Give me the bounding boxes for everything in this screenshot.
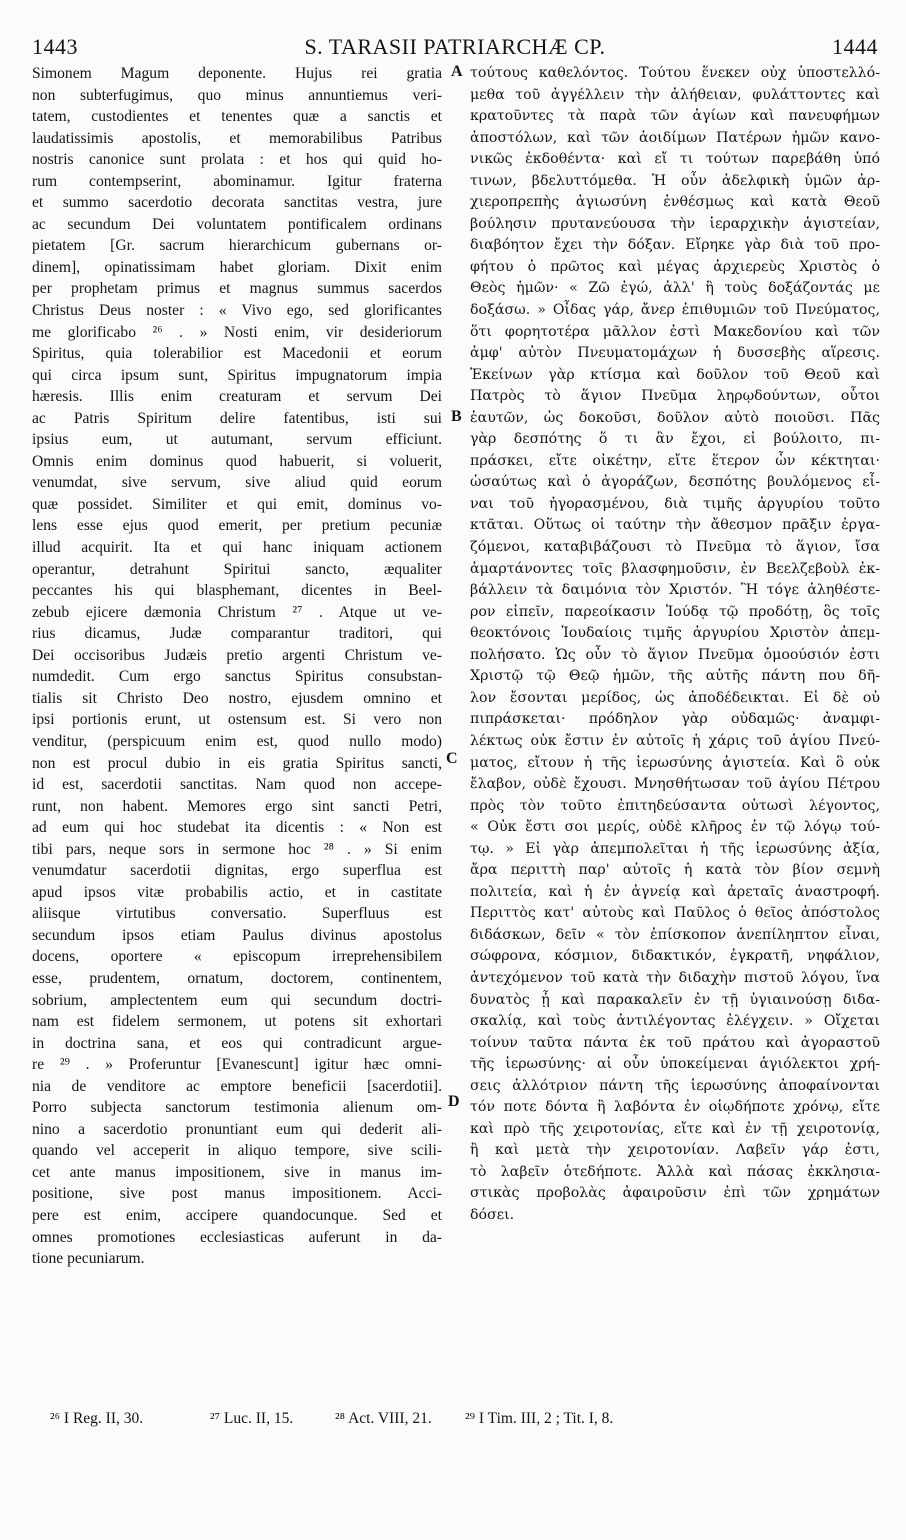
greek-text-line: ὅτι φορητοτέρα μᾶλλον ἐστὶ Μακεδονίου καὶ τῶν [470,323,880,340]
latin-text-line: Omnis enim dominus quod habuerit, si voluerit, [32,452,442,470]
margin-letter-d: D [448,1093,460,1110]
greek-text-line: πρὸς τὸν τοῦτο ἐπιτηδεύσαντα οὑτωσὶ λέγοντος, [470,797,880,814]
greek-text-line: κρατοῦντες τὰ παρὰ τῶν ἁγίων καὶ πανευφήμων [470,108,880,125]
greek-text-line: ἄρα περιττὴ παρ' αὐτοῖς ἡ κατὰ τὸν βίον σεμνὴ [470,862,880,879]
greek-text-line: δυνατὸς ᾖ καὶ παρακαλεῖν ἐν τῇ ὑγιαινούσῃ διδα- [470,991,880,1008]
greek-text-line: ἀμφ' αὐτὸν Πνευματομάχων ἡ δυσσεβὴς αἵρεσις. [470,345,880,362]
greek-text-line: κτᾶται. Οὕτως οἱ ταύτην τὴν ἄθεσμον πρᾶξιν ἐργα- [470,517,880,534]
latin-text-line: re ²⁹ . » Proferuntur [Evanescunt] igitur hæc omni- [32,1056,442,1074]
greek-text-line: στικὰς προβολὰς ἀφαιροῦσιν ἐπὶ τῶν χρημάτων [470,1185,880,1202]
latin-text-line: nam est fidelem sermonem, ut potens sit exhortari [32,1013,442,1031]
greek-text-line: πολιτεία, καὶ ἡ ἐν ἁγνείᾳ καὶ ἀρεταῖς ἀναστροφή. [470,883,880,900]
latin-text-line: pere est enim, accipere quandocunque. Sed et [32,1206,442,1224]
latin-text-line: venditur, (perspicuum enim est, quod nullo modo) [32,732,442,750]
latin-text-line: venumdatur sacerdotii dignitas, ergo superflua est [32,862,442,880]
latin-text-line: sobrium, amplectentem eum qui secundum doctri- [32,991,442,1009]
greek-text-line: ζόμενοι, καταβιβάζουσι τὸ Πνεῦμα τὸ ἅγιον, ἴσα [470,539,880,556]
latin-text-line: docens, oportere « episcopum irreprehensibilem [32,948,442,966]
latin-text-line: non subterfugimus, quo minus annuntiemus veri- [32,86,442,104]
greek-text-line: βούλησιν πρυτανεύουσα τὴν ἱεραρχικὴν ἁγιστείαν, [470,215,880,232]
latin-text-line: Christus Deus noster : « Vivo ego, sed glorificantes [32,302,442,320]
latin-text-line: me glorificabo ²⁶ . » Nosti enim, vir desideriorum [32,323,442,341]
latin-text-line: quæ possidet. Similiter et qui emit, dominus vo- [32,495,442,513]
greek-text-line: σκαλίᾳ, καὶ τοὺς ἀντιλέγοντας ἐλέγχειν. » Οἴχεται [470,1013,880,1030]
greek-text-line: ἀντεχόμενον τοῦ κατὰ τὴν διδαχὴν πιστοῦ λόγου, ἵνα [470,969,880,986]
greek-text-line: ἀποστόλων, καὶ τῶν ἀοιδίμων Πατέρων ἡμῶν κανο- [470,129,880,146]
greek-text-line: νικῶς ἐκδοθέντα· καὶ εἴ τι τούτων παρεβάθη ὑπό [470,151,880,168]
latin-text-line: tibi pars, neque sors in sermone hoc ²⁸ . » Si enim [32,840,442,858]
latin-column [32,63,442,1270]
greek-text-line: δόσει. [470,1206,515,1223]
latin-text-line: per prophetam primus et magnus summus sacerdos [32,280,442,298]
greek-text-line: διδάσκων, δεῖν « τὸν ἐπίσκοπον ἀνεπίληπτον εἶναι, [470,926,880,943]
latin-text-line: non est procul dubio in eis gratia Spiritus sancti, [32,754,442,772]
footnote-29: ²⁹ I Tim. III, 2 ; Tit. I, 8. [465,1410,614,1427]
greek-text-line: καὶ πρὸ τῆς χειροτονίας, εἴτε καὶ ἐν τῇ χειροτονίᾳ, [470,1120,880,1137]
latin-text-line: ac Patris Spiritum delire fatentibus, isti sui [32,409,442,427]
latin-text-line: laudatissimis apostolis, et memorabilibus Patribus [32,129,442,147]
latin-text-line: Porro subjecta sanctorum testimonia alienum om- [32,1099,442,1117]
greek-text-line: ὡσαύτως καὶ ὁ ἀγοράζων, δεσπότης βουλόμενος εἶ- [470,474,880,491]
footnote-27: ²⁷ Luc. II, 15. [210,1410,294,1427]
greek-text-line: φήτου ὁ πρῶτος καὶ μέγας ἀρχιερεὺς Χριστὸς ὁ [470,258,880,275]
greek-text-line: ματος, εἴτουν ἡ τῆς ἱερωσύνης ἁγιστεία. Καὶ ὃ οὐκ [470,754,880,771]
greek-text-line: μεθα τοῦ ἀγγέλλειν τὴν ἀλήθειαν, φυλάττοντες καὶ [470,86,880,103]
latin-text-line: esse, prudentem, ornatum, doctorem, continentem, [32,969,442,987]
running-title: S. TARASII PATRIARCHÆ CP. [304,34,606,59]
greek-text-line: πράσκει, εἴτε οἰκέτην, εἴτε ἕτερον ὧν κέκτηται· [470,452,880,469]
margin-letter-c: C [446,750,458,767]
latin-text-line: cet ante manus impositionem, sive in manus im- [32,1163,442,1181]
latin-text-line: illud acquirit. Ita et qui hanc iniquam actionem [32,539,442,557]
latin-text-line: Dei occisoribus Judæis pretio argenti Christum ve- [32,646,442,664]
latin-text-line: lens esse ejus quod emerit, per pretium pecuniæ [32,517,442,535]
latin-text-line: tatem, custodientes et tenentes quæ a sanctis et [32,108,442,126]
right-column-number: 1444 [832,34,878,59]
latin-text-line: apud ipsos vitæ probabilis actio, et in castitate [32,883,442,901]
margin-letter-a: A [451,63,463,80]
greek-text-line: Χριστῷ τῷ Θεῷ ἡμῶν, τῆς αὐτῆς πάντη που δῆ- [470,668,880,685]
latin-text-line: rum contempserint, abominamur. Igitur fraterna [32,172,442,190]
greek-text-line: « Οὐκ ἔστι σοι μερίς, οὐδὲ κλῆρος ἐν τῷ λόγῳ τού- [470,819,880,836]
latin-text-line: nia de venditore ac emptore beneficii [sacerdotii]. [32,1077,442,1095]
latin-text-line: pietatem [Gr. sacrum hierarchicum gubernans or- [32,237,442,255]
latin-text-line: ipsi portionis erunt, ut ostensum est. Si vero non [32,711,442,729]
latin-text-line: hæresis. Illis enim creaturam et servum Dei [32,388,442,406]
greek-text-line: τούτους καθελόντος. Τούτου ἕνεκεν οὐχ ὑποστελλό- [470,65,880,81]
greek-text-line: γὰρ δεσπότης ὅ τι ἂν ἔχοι, εἰ βούλοιτο, πι- [470,431,880,448]
greek-text-line: τὸ λαβεῖν ὁτεδήποτε. Ἀλλὰ καὶ πάσας ἐκκλησια- [470,1163,880,1180]
latin-text-line: omnes promotiones ecclesiasticas auferunt in da- [32,1228,442,1246]
latin-text-line: rius dicamus, Judæ comparantur traditori, qui [32,625,442,643]
latin-text-line: in doctrina sana, et eos qui contradicunt argue- [32,1034,442,1052]
latin-text-line: qui circa ipsum sunt, Spiritus impugnatorum impia [32,366,442,384]
latin-text-line: aliisque virtutibus conversatio. Superfluus est [32,905,442,923]
running-header [32,34,878,60]
latin-text-line: quando vel acceperit in aliquo tempore, sive scili- [32,1142,442,1160]
greek-text-line: Περιττὸς κατ' αὐτοὺς καὶ Παῦλος ὁ θεῖος ἀπόστολος [470,905,880,922]
greek-text-line: πιπράσκεται· πρόδηλον γὰρ οὐδαμῶς· ἀναμφι- [470,711,880,728]
greek-text-line: Πατρὸς τὸ ἅγιον Πνεῦμα ληρῳδούντων, οὗτοι [470,388,880,405]
latin-text-line: positione, sive post manus impositionem. Acci- [32,1185,442,1203]
margin-letter-b: B [451,408,462,425]
greek-text-line: χιεροπρεπὴς ἁγιωσύνη ἐνθέσμως καὶ κατὰ Θεοῦ [470,194,880,211]
greek-text-line: ρον εἰπεῖν, παρεοίκασιν Ἰούδᾳ τῷ προδότῃ, ὃς τοῖς [470,603,880,620]
latin-text-line: ad eum qui hoc studebat ita dicentis : « Non est [32,819,442,837]
latin-text-line: tialis sit Christo Deo nostro, ejusdem omnino et [32,689,442,707]
greek-text-line: σεις ἀλλότριον πάντη τῆς ἱερωσύνης ἀποφαίνονται [470,1077,880,1094]
latin-text-line: id est, sacerdotii sanctitas. Nam quod non accepe- [32,776,442,794]
footnote-28: ²⁸ Act. VIII, 21. [335,1410,432,1427]
greek-text-line: Θεὸς ἡμῶν· « Ζῶ ἐγώ, ἀλλ' ἢ τοὺς δοξάζοντάς με [470,280,880,297]
latin-text-line: ipsius eum, ut autumant, servum efficiunt. [32,431,442,449]
greek-text-line: τινων, βδελυττόμεθα. Ἡ οὖν ἀδελφικὴ ὑμῶν ἀρ- [470,172,880,189]
latin-text-line: numdedit. Cum ergo sanctus Spiritus consubstan- [32,668,442,686]
left-column-number: 1443 [32,34,78,59]
greek-text-line: πολήσατο. Ὡς οὖν τὸ ἅγιον Πνεῦμα ὁμοούσιόν ἐστι [470,646,880,663]
greek-text-line: τῳ. » Εἰ γὰρ ἀπεμπολεῖται ἡ τῆς ἱερωσύνης ἀξία, [470,840,880,857]
greek-column [470,63,880,1227]
greek-text-line: ἔλαβον, οὐδὲ ἔχουσι. Μνησθήτωσαν τοῦ ἁγίου Πέτρου [470,776,880,793]
greek-text-line: τῆς ἱερωσύνης· αἱ οὖν ὑποκείμεναι ἁγιόλεκτοι χρή- [470,1056,880,1073]
greek-text-line: δοξάσω. » Οἶδας γάρ, ἄνερ ἐπιθυμιῶν τοῦ Πνεύματος, [470,302,880,319]
latin-text-line: dinem], opinatissimam habet gloriam. Dixit enim [32,258,442,276]
greek-text-line: λον ἔσονται μερίδος, ὡς ἀποδέδεικται. Εἰ δὲ οὐ [470,689,880,706]
latin-text-line: venumdat, sive servum, sive aliud quid eorum [32,474,442,492]
latin-text-line: peccantes his qui blasphemant, dicentes in Beel- [32,582,442,600]
greek-text-line: ἑαυτῶν, ὡς δοκοῦσι, δοῦλον αὐτὸ ποιοῦσι. Πᾶς [470,409,880,426]
greek-text-line: διαβόητον ἔχει τὴν δόξαν. Εἴρηκε γὰρ διὰ τοῦ προ- [470,237,880,254]
latin-text-line: operantur, detrahunt Spiritui sancto, æqualiter [32,560,442,578]
greek-text-line: ναι τοῦ ἠγορασμένου, διὰ τιμῆς ἀργυρίου τοῦτο [470,495,880,512]
latin-text-line: runt, non habent. Memores ergo sint sancti Petri, [32,797,442,815]
latin-text-line: tione pecuniarum. [32,1250,145,1268]
greek-text-line: Ἐκείνων γὰρ κτίσμα καὶ δοῦλον τοῦ Θεοῦ καὶ [470,366,880,383]
latin-text-line: nino a sacerdotio pronuntiant eum qui dederit ali- [32,1120,442,1138]
latin-text-line: nostris canonice sunt prolata : et hos qui quid ho- [32,151,442,169]
greek-text-line: τοίνυν ταῦτα πάντα ἐκ τοῦ πράτου καὶ ἀγοραστοῦ [470,1034,880,1051]
latin-text-line: ac secundum Dei voluntatem pontificalem ordinans [32,215,442,233]
footnote-26: ²⁶ I Reg. II, 30. [50,1410,144,1427]
greek-text-line: ἢ καὶ μετὰ τὴν χειροτονίαν. Λαβεῖν γάρ ἐστι, [470,1142,880,1159]
latin-text-line: zebub ejicere dæmonia Christum ²⁷ . Atque ut ve- [32,603,442,621]
greek-text-line: θεοκτόνοις Ἰουδαίοις τιμῆς ἀργυρίου Χριστὸν ἀπεμ- [470,625,880,642]
latin-text-line: Spiritus, quia tolerabilior est Macedonii et eorum [32,345,442,363]
greek-text-line: ἁμαρτάνοντες τοῖς βλασφημοῦσιν, ἐν Βεελζεβοὺλ ἐκ- [470,560,880,577]
latin-text-line: secundum ipsos etiam Paulus divinus apostolus [32,926,442,944]
latin-text-line: Simonem Magum deponente. Hujus rei gratia [32,65,442,82]
greek-text-line: τόν ποτε δόντα ἢ λαβόντα ἐν οἱῳδήποτε χρόνῳ, εἴτε [470,1099,880,1116]
greek-text-line: λέκτως οὐκ ἔστιν ἐν αὐτοῖς ἡ χάρις τοῦ ἁγίου Πνεύ- [470,732,880,749]
greek-text-line: βάλλειν τὰ δαιμόνια τὸν Χριστόν. Ἢ τόγε ἀληθέστε- [470,582,880,599]
greek-text-line: σώφρονα, κόσμιον, διδακτικόν, ἐγκρατῆ, νηφάλιον, [470,948,880,965]
latin-text-line: et summo sacerdotio decorata sanctitas vestra, jure [32,194,442,212]
